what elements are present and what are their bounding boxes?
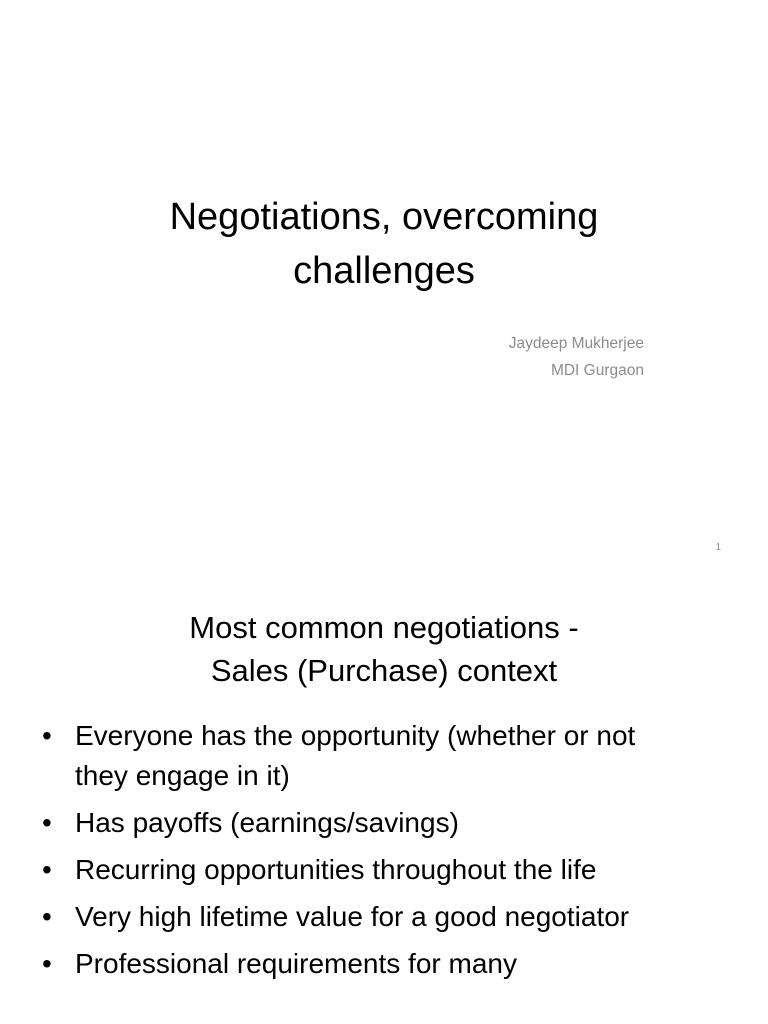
bullet-item: [40, 897, 740, 937]
bullet-list: [40, 716, 740, 991]
bullet-item: [40, 803, 740, 843]
page-number: 1: [715, 542, 721, 553]
slide-2-title: [84, 606, 684, 692]
bullet-dot: •: [42, 948, 52, 979]
slide-1-title: [84, 190, 684, 298]
bullet-dot: •: [42, 854, 52, 885]
slide-2: [0, 576, 768, 1024]
bullet-text: Recurring opportunities throughout the life: [75, 854, 597, 885]
bullet-item: [40, 944, 740, 984]
bullet-text-line-2: they engage in it): [75, 760, 290, 791]
slide-2-title-line-2: Sales (Purchase) context: [210, 653, 558, 688]
bullet-text: Has payoffs (earnings/savings): [75, 807, 459, 838]
author-name: Jaydeep Mukherjee: [508, 335, 644, 352]
slide-1-title-line-1: Negotiations, overcoming: [169, 196, 599, 238]
bullet-dot: •: [42, 720, 52, 751]
bullet-item: [40, 716, 740, 796]
slide-2-title-line-1: Most common negotiations -: [189, 610, 579, 645]
bullet-dot: •: [42, 807, 52, 838]
bullet-text: Very high lifetime value for a good negotiator: [75, 901, 630, 932]
bullet-item: [40, 850, 740, 890]
slide-1-subtitle: [509, 330, 644, 384]
bullet-dot: •: [42, 901, 52, 932]
bullet-text: Professional requirements for many: [75, 948, 517, 979]
slide-1-title-line-2: challenges: [293, 250, 475, 292]
bullet-text-line-1: Everyone has the opportunity (whether or not: [75, 720, 636, 751]
institution-name: MDI Gurgaon: [550, 362, 644, 379]
